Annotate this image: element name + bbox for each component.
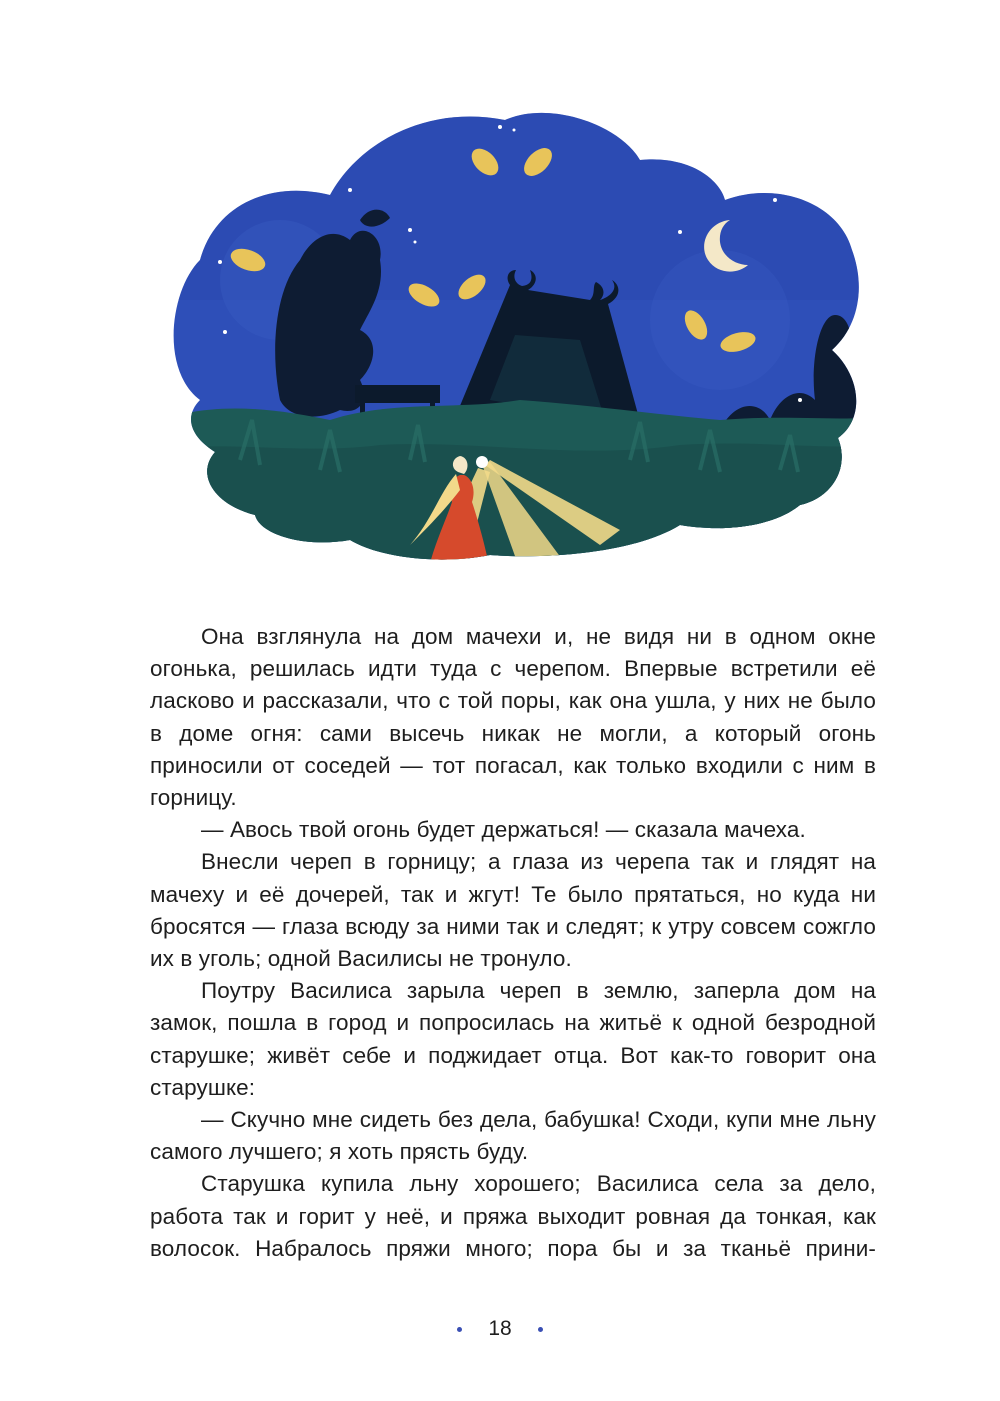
bullet-dot-icon [538, 1327, 543, 1332]
night-scene-illustration [160, 100, 870, 570]
paragraph: Поутру Василиса зарыла череп в землю, заперла дом на замок, пошла в город и попросилась на житьё к одной безродной старушке; живёт себе и поджидает отца. Вот как-то говорит она старушке: [150, 978, 876, 1100]
story-text [150, 621, 876, 1265]
paragraph: Она взглянула на дом мачехи и, не видя ни в одном окне огонька, решилась идти туда с черепом. Впервые встретили её ласково и рассказали, что с той поры, как она ушла, у них не было в доме огня: сами высечь никак не могли, а который огонь приносили от соседей — тот погасал, как только входили с ним в горницу. [150, 624, 876, 811]
bullet-dot-icon [457, 1327, 462, 1332]
glowing-skull [476, 456, 488, 468]
page-footer [0, 1314, 1000, 1344]
paragraph: Старушка купила льну хорошего; Василиса села за дело, работа так и горит у неё, и пряжа выходит ровная да тонкая, как волосок. Набралось пряжи много; пора бы и за тканьё прини- [150, 1171, 876, 1261]
paragraph: Внесли череп в горницу; а глаза из черепа так и глядят на мачеху и её дочерей, так и жгут! Те было прятаться, но куда ни бросятся — глаза всюду за ними так и следят; к утру совсем сожгло их в уголь; одной Василисы не тронуло. [150, 849, 876, 972]
paragraph: — Скучно мне сидеть без дела, бабушка! Сходи, купи мне льну самого лучшего; я хоть прясть буду. [150, 1107, 876, 1165]
bench-silhouette [355, 385, 440, 403]
paragraph: — Авось твой огонь будет держаться! — сказала мачеха. [201, 817, 806, 843]
page-number: 18 [488, 1317, 512, 1340]
